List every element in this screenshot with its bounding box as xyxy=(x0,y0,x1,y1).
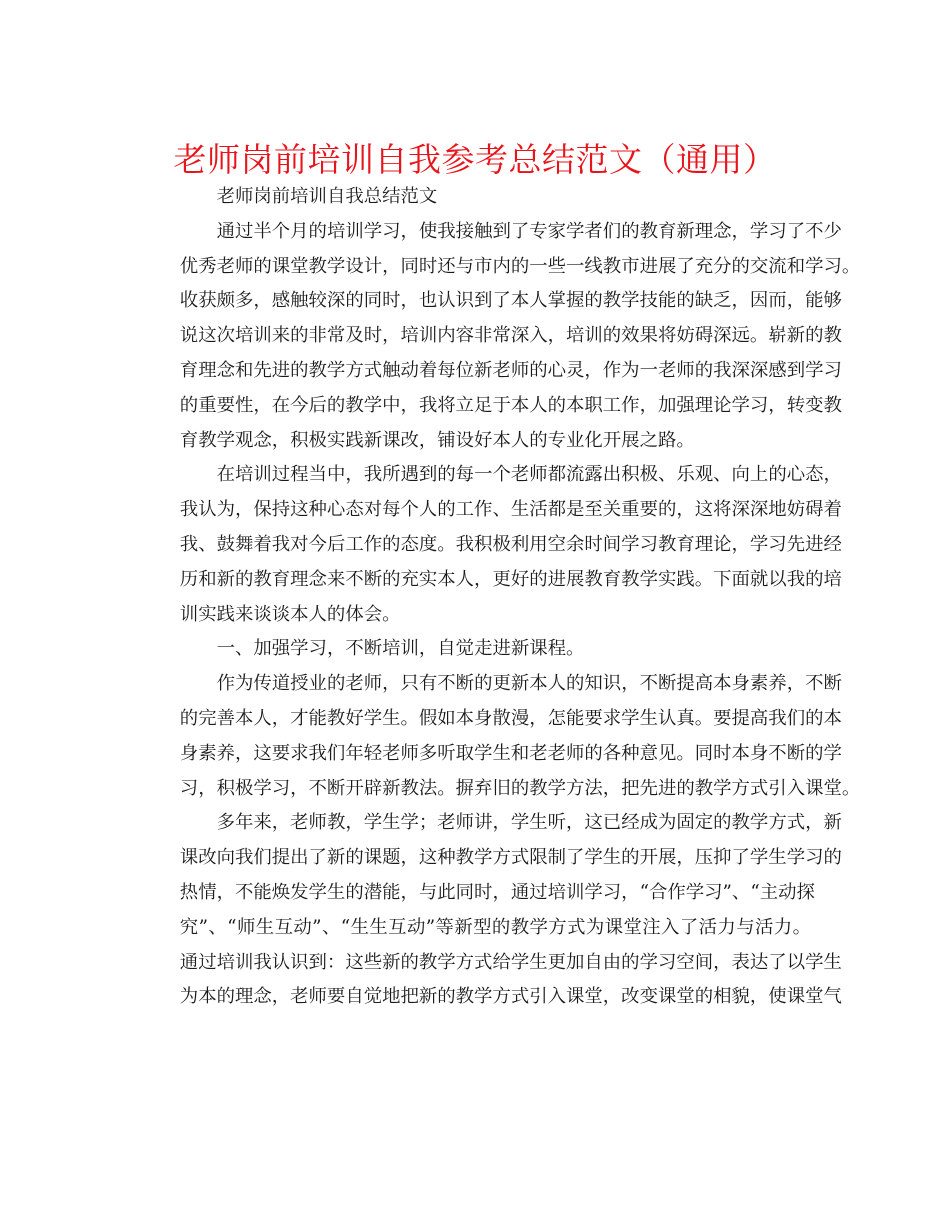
section-heading-line: 一、加强学习，不断培训，自觉走进新课程。 xyxy=(216,638,585,660)
paragraph-2 xyxy=(143,458,842,632)
paragraph-line: 作为传道授业的老师，只有不断的更新本人的知识，不断提高本身素养，不断 xyxy=(216,673,842,695)
paragraph-line: 训实践来谈谈本人的体会。 xyxy=(179,603,401,625)
paragraph-line: 收获颇多，感触较深的同时，也认识到了本人掌握的教学技能的缺乏，因而，能够 xyxy=(179,290,842,312)
paragraph-line: 说这次培训来的非常及时，培训内容非常深入，培训的效果将妨碍深远。崭新的教 xyxy=(179,325,842,347)
paragraph-line: 通过培训我认识到：这些新的教学方式给学生更加自由的学习空间，表达了以学生 xyxy=(179,951,842,973)
paragraph-line: 为本的理念，老师要自觉地把新的教学方式引入课堂，改变课堂的相貌，使课堂气 xyxy=(179,986,842,1008)
paragraph-line: 的重要性，在今后的教学中，我将立足于本人的本职工作，加强理论学习，转变教 xyxy=(179,394,842,416)
document-body xyxy=(143,180,861,1015)
paragraph-line: 育教学观念，积极实践新课改，铺设好本人的专业化开展之路。 xyxy=(179,429,695,451)
paragraph-line: 育理念和先进的教学方式触动着每位新老师的心灵，作为一老师的我深深感到学习 xyxy=(179,359,842,381)
paragraph-line: 优秀老师的课堂教学设计，同时还与市内的一些一线教市进展了充分的交流和学习。 xyxy=(179,255,861,277)
document-subtitle xyxy=(143,180,811,215)
paragraph-4 xyxy=(143,806,842,1015)
paragraph-line: 习，积极学习，不断开辟新教法。摒弃旧的教学方法，把先进的教学方式引入课堂。 xyxy=(179,777,861,799)
paragraph-line: 历和新的教育理念来不断的充实本人，更好的进展教育教学实践。下面就以我的培 xyxy=(179,568,842,590)
paragraph-line: 身素养，这要求我们年轻老师多听取学生和老老师的各种意见。同时本身不断的学 xyxy=(179,742,842,764)
paragraph-line: 究”、“师生互动”、“生生互动”等新型的教学方式为课堂注入了活力与活力。 xyxy=(179,916,811,938)
paragraph-line: 课改向我们提出了新的课题，这种教学方式限制了学生的开展，压抑了学生学习的 xyxy=(179,847,842,869)
document-title: 老师岗前培训自我参考总结范文（通用） xyxy=(173,140,777,179)
section-heading-1 xyxy=(143,632,811,667)
paragraph-line: 通过半个月的培训学习，使我接触到了专家学者们的教育新理念，学习了不少 xyxy=(216,220,842,242)
paragraph-line: 我、鼓舞着我对今后工作的态度。我积极利用空余时间学习教育理论，学习先进经 xyxy=(179,533,842,555)
paragraph-line: 我认为，保持这种心态对每个人的工作、生活都是至关重要的，这将深深地妨碍着 xyxy=(179,499,842,521)
paragraph-line: 多年来，老师教，学生学；老师讲，学生听，这已经成为固定的教学方式，新 xyxy=(216,812,842,834)
paragraph-line: 热情，不能焕发学生的潜能，与此同时，通过培训学习，“合作学习”、“主动探 xyxy=(179,881,815,903)
paragraph-3 xyxy=(143,667,861,806)
paragraph-line: 的完善本人，才能教好学生。假如本身散漫，怎能要求学生认真。要提高我们的本 xyxy=(179,707,842,729)
subtitle-line: 老师岗前培训自我总结范文 xyxy=(216,186,438,207)
paragraph-1 xyxy=(143,215,861,459)
paragraph-line: 在培训过程当中，我所遇到的每一个老师都流露出积极、乐观、向上的心态， xyxy=(216,464,842,486)
